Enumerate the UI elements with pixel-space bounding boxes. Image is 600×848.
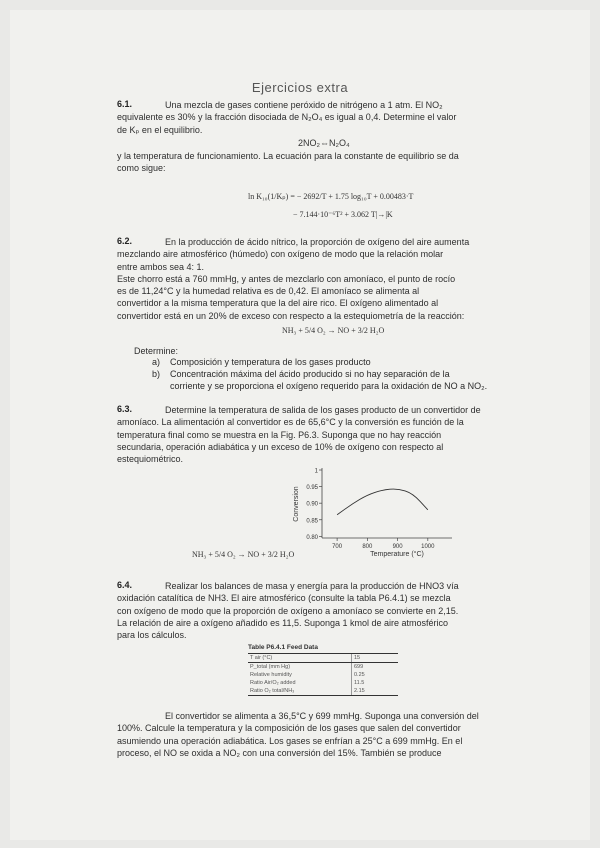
table-cell: 699 <box>352 663 399 672</box>
text-line: En la producción de ácido nítrico, la proporción de oxígeno del aire aumenta <box>165 237 470 247</box>
text-line: convertidor a la misma temperatura que la del aire rico. El oxígeno alimentado al <box>117 298 439 309</box>
exercise-text <box>117 99 537 136</box>
table-cell: 11.5 <box>352 679 399 687</box>
exercise-text <box>117 404 537 465</box>
table-cell: Ratio O₂ total/NH₃ <box>248 687 352 696</box>
feed-data-table <box>248 644 398 696</box>
exercise-text <box>117 580 537 641</box>
y-tick-label: 0.90 <box>306 501 318 508</box>
table-row <box>248 671 398 679</box>
text-line: proceso, el NO se oxida a NO₂ con una conversión del 15%. También se produce <box>117 747 442 758</box>
text-line: de Kₚ en el equilibrio. <box>117 124 203 135</box>
table-row <box>248 654 398 663</box>
table-cell: 15 <box>352 654 399 663</box>
text-line: mezclando aire atmosférico (húmedo) con oxígeno de modo que la relación molar <box>117 249 444 260</box>
exercise-number: 6.4. <box>117 580 133 590</box>
text-line: Realizar los balances de masa y energía para la producción de HNO3 vía <box>165 581 459 591</box>
text-line: Una mezcla de gases contiene peróxido de nitrógeno a 1 atm. El NO₂ <box>165 100 443 110</box>
text-line: secundaria, operación adiabática y un exceso de 10% de oxígeno con respecto al <box>117 441 444 452</box>
y-axis-label: Conversion <box>293 486 300 522</box>
text-line: es de 11,24°C y la humedad relativa es de 0,42. El amoníaco se alimenta al <box>117 286 420 297</box>
text-line: La relación de aire a oxígeno añadido es 11,5. Suponga 1 kmol de aire atmosférico <box>117 617 449 628</box>
table-cell: Relative humidity <box>250 672 292 678</box>
table-cell: P_total (mm Hg) <box>250 664 291 670</box>
text-line: como sigue: <box>117 163 166 174</box>
y-tick-label: 1 <box>314 468 318 475</box>
text-line: asumiendo una operación adiabática. Los gases se enfrían a 25°C a 699 mmHg. En el <box>117 735 463 746</box>
exercise-number: 6.2. <box>117 236 133 246</box>
exercise-text <box>117 710 537 759</box>
y-tick-label: 0.85 <box>306 518 318 525</box>
table-row <box>248 687 398 696</box>
list-marker: b) <box>152 369 161 379</box>
reaction-equation: NH₃ + 5/4 O₂ → NO + 3/2 H₂O <box>282 326 385 335</box>
table-caption: Table P6.4.1 Feed Data <box>248 644 318 651</box>
x-tick-label: 800 <box>362 544 373 550</box>
text-line: temperatura final como se muestra en la Fig. P6.3. Suponga que no hay reacción <box>117 429 442 440</box>
x-tick-label: 900 <box>392 544 403 550</box>
text-line: amoníaco. La alimentación al convertidor es de 65,6°C y la conversión es función de la <box>117 417 464 428</box>
list-text: Composición y temperatura de los gases producto <box>170 357 371 367</box>
text-line: y la temperatura de funcionamiento. La ecuación para la constante de equilibrio se da <box>117 151 459 161</box>
text-line: para los cálculos. <box>117 630 187 641</box>
text-line: 100%. Calcule la temperatura y la composición de los gases que salen del convertidor <box>117 723 461 734</box>
conversion-chart <box>0 460 600 590</box>
y-tick-label: 0.80 <box>306 534 318 541</box>
list-marker: a) <box>152 357 161 367</box>
text-line: Este chorro está a 760 mmHg, y antes de mezclarlo con amoníaco, el punto de rocío <box>117 273 456 284</box>
table-row <box>248 663 398 672</box>
exercise-number: 6.3. <box>117 404 133 414</box>
table-cell: T air (°C) <box>248 654 352 663</box>
text-line: oxidación catalítica de NH3. El aire atmosférico (consulte la tabla P6.4.1) se mezcla <box>117 593 451 604</box>
y-tick-label: 0.95 <box>306 485 318 492</box>
text-line: Determine la temperatura de salida de los gases producto de un convertidor de <box>165 405 481 415</box>
text-line: con oxígeno de modo que la proporción de oxígeno a amoníaco se convierte en 2,15. <box>117 605 459 616</box>
conversion-curve <box>337 489 428 515</box>
list-text: corriente y se proporciona el oxígeno requerido para la oxidación de NO a NO₂. <box>170 381 488 391</box>
text-line: entre ambos sea 4: 1. <box>117 261 205 272</box>
table-cell: Ratio Air/O₂ added <box>250 680 296 686</box>
determine-label: Determine: <box>134 346 179 356</box>
equilibrium-equation: ln K₁₀(1/Kₚ) = − 2692/T + 1.75 log₁₀T + 0.00483·T <box>248 192 414 201</box>
text-line: estequiométrico. <box>117 454 184 465</box>
text-line: El convertidor se alimenta a 36,5°C y 699 mmHg. Suponga una conversión del <box>165 711 479 721</box>
page-title: Ejercicios extra <box>251 80 349 95</box>
table-row <box>248 679 398 687</box>
table-cell: 0.25 <box>352 671 399 679</box>
x-tick-label: 1000 <box>421 544 435 550</box>
exercise-text <box>117 150 537 175</box>
exercise-number: 6.1. <box>117 99 133 109</box>
exercise-text <box>117 236 537 322</box>
x-axis-label: Temperature (°C) <box>370 551 424 558</box>
text-line: equivalente es 30% y la fracción disociada de N₂O₄ es igual a 0,4. Determine el valor <box>117 112 457 123</box>
list-text: Concentración máxima del ácido producido si no hay separación de la <box>170 369 450 379</box>
text-line: convertidor está en un 20% de exceso con respecto a la estequiometría de la reacción: <box>117 310 465 321</box>
x-tick-label: 700 <box>332 544 343 550</box>
reaction-equation: 2NO₂⇔N₂O₄ <box>298 138 350 148</box>
reaction-equation: NH₃ + 5/4 O₂ → NO + 3/2 H₂O <box>192 550 295 559</box>
equilibrium-equation: − 7.144·10⁻⁶T² + 3.062 T|→|K <box>293 210 393 219</box>
list-item <box>152 368 552 394</box>
table-cell: 2.15 <box>352 687 399 696</box>
